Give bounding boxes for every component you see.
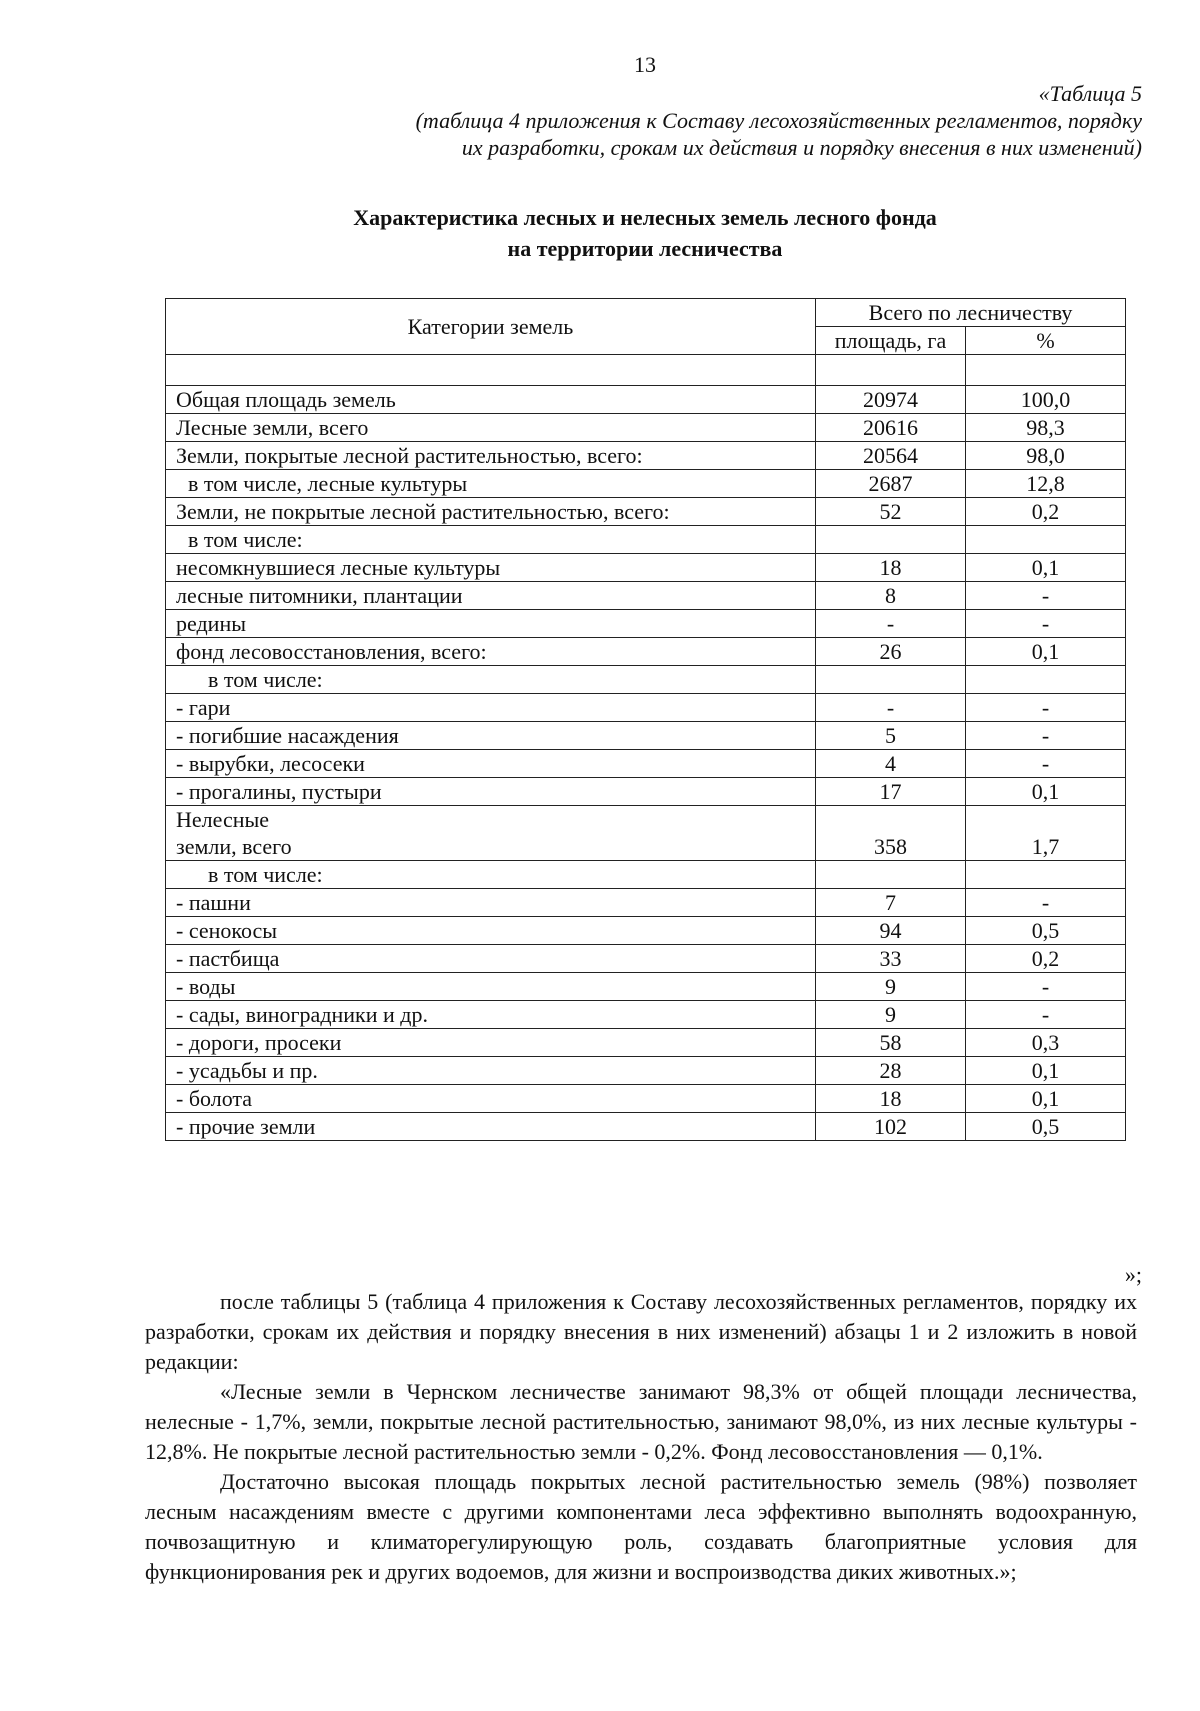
- row-label: лесные питомники, плантации: [166, 582, 816, 610]
- row-area: 17: [816, 778, 966, 806]
- row-percent: 0,1: [966, 1085, 1126, 1113]
- caption-line-1: «Таблица 5: [1038, 81, 1142, 106]
- row-label: Лесные земли, всего: [166, 414, 816, 442]
- row-area: 26: [816, 638, 966, 666]
- row-label: фонд лесовосстановления, всего:: [166, 638, 816, 666]
- table-row: [166, 610, 1126, 638]
- row-label: - усадьбы и пр.: [166, 1057, 816, 1085]
- table-row: [166, 861, 1126, 889]
- paragraph-1: после таблицы 5 (таблица 4 приложения к Составу лесохозяйственных регламентов, порядку их разработки, срокам их действия и порядку внесения в них изменений) абзацы 1 и 2 изложить в новой редакции:: [145, 1289, 1137, 1374]
- row-area: 2687: [816, 470, 966, 498]
- row-area: 102: [816, 1113, 966, 1141]
- row-label: в том числе:: [166, 666, 816, 694]
- row-area: 9: [816, 973, 966, 1001]
- table-row: [166, 945, 1126, 973]
- row-label: - болота: [166, 1085, 816, 1113]
- table-row: [166, 917, 1126, 945]
- row-label: - погибшие насаждения: [166, 722, 816, 750]
- title-line-2: на территории лесничества: [507, 236, 783, 261]
- row-area: -: [816, 694, 966, 722]
- row-label: Общая площадь земель: [166, 386, 816, 414]
- row-label: - сады, виноградники и др.: [166, 1001, 816, 1029]
- row-area: 33: [816, 945, 966, 973]
- row-percent: 0,2: [966, 945, 1126, 973]
- row-area: 7: [816, 889, 966, 917]
- table-row: [166, 582, 1126, 610]
- row-area: 18: [816, 554, 966, 582]
- table-row: [166, 1029, 1126, 1057]
- land-categories-table: [165, 298, 1126, 1141]
- caption-line-2: (таблица 4 приложения к Составу лесохозяйственных регламентов, порядку: [415, 108, 1142, 133]
- table-row: [166, 442, 1126, 470]
- table-row: [166, 1113, 1126, 1141]
- table-row: [166, 414, 1126, 442]
- row-area: 358: [816, 806, 966, 861]
- row-percent: -: [966, 582, 1126, 610]
- header-category: Категории земель: [166, 299, 816, 355]
- table-row: [166, 694, 1126, 722]
- table-row: [166, 1057, 1126, 1085]
- row-area: 28: [816, 1057, 966, 1085]
- row-percent: -: [966, 973, 1126, 1001]
- table-row: [166, 386, 1126, 414]
- header-percent: %: [966, 327, 1126, 355]
- row-label: - пашни: [166, 889, 816, 917]
- row-area: 4: [816, 750, 966, 778]
- row-label: - сенокосы: [166, 917, 816, 945]
- row-percent: 0,5: [966, 1113, 1126, 1141]
- paragraph-2: «Лесные земли в Чернском лесничестве занимают 98,3% от общей площади лесничества, нелесные - 1,7%, земли, покрытые лесной растительностью, занимают 98,0%, из них лесные культуры - 12,8%. Не покрытые лесной растительностью земли - 0,2%. Фонд лесовосстановления — 0,1%.: [145, 1379, 1137, 1464]
- table-row: [166, 554, 1126, 582]
- row-percent: 0,5: [966, 917, 1126, 945]
- row-area: 52: [816, 498, 966, 526]
- table-body: [166, 355, 1126, 1141]
- page-number: 13: [634, 52, 656, 77]
- table-row: [166, 1001, 1126, 1029]
- row-area: 20564: [816, 442, 966, 470]
- row-percent: 0,1: [966, 1057, 1126, 1085]
- row-label: несомкнувшиеся лесные культуры: [166, 554, 816, 582]
- table-row: [166, 498, 1126, 526]
- row-label: в том числе:: [166, 526, 816, 554]
- row-label: редины: [166, 610, 816, 638]
- row-percent: 0,2: [966, 498, 1126, 526]
- row-percent: 0,1: [966, 554, 1126, 582]
- row-area: [816, 526, 966, 554]
- row-percent: 0,1: [966, 778, 1126, 806]
- table-row: [166, 806, 1126, 861]
- row-area: 20974: [816, 386, 966, 414]
- row-percent: -: [966, 610, 1126, 638]
- row-percent: -: [966, 694, 1126, 722]
- table-row: [166, 750, 1126, 778]
- title-line-1: Характеристика лесных и нелесных земель лесного фонда: [353, 205, 937, 230]
- table-row: [166, 666, 1126, 694]
- row-percent: 12,8: [966, 470, 1126, 498]
- table-row: [166, 526, 1126, 554]
- paragraph-3: Достаточно высокая площадь покрытых лесной растительностью земель (98%) позволяет лесным насаждениям вместе с другими компонентами леса эффективно выполнять водоохранную, почвозащитную и климаторегулирующую роль, создавать благоприятные условия для функционирования рек и других водоемов, для жизни и воспроизводства диких животных.»;: [145, 1469, 1137, 1584]
- row-percent: [966, 526, 1126, 554]
- row-area: 9: [816, 1001, 966, 1029]
- row-label: Земли, не покрытые лесной растительностью, всего:: [166, 498, 816, 526]
- table-row: [166, 889, 1126, 917]
- table-caption: [242, 80, 1142, 161]
- body-text: [145, 1287, 1137, 1587]
- table-row: [166, 722, 1126, 750]
- table-row: [166, 1085, 1126, 1113]
- row-percent: -: [966, 889, 1126, 917]
- row-label: Земли, покрытые лесной растительностью, всего:: [166, 442, 816, 470]
- row-percent: 0,1: [966, 638, 1126, 666]
- table-row: [166, 973, 1126, 1001]
- row-percent: 100,0: [966, 386, 1126, 414]
- row-area: 18: [816, 1085, 966, 1113]
- row-percent: 1,7: [966, 806, 1126, 861]
- row-label: - прочие земли: [166, 1113, 816, 1141]
- row-area: -: [816, 610, 966, 638]
- row-area: 5: [816, 722, 966, 750]
- row-percent: -: [966, 1001, 1126, 1029]
- row-label: Нелесные земли, всего: [166, 806, 816, 861]
- row-percent: 98,3: [966, 414, 1126, 442]
- closing-quote: »;: [1124, 1262, 1142, 1287]
- row-label: - прогалины, пустыри: [166, 778, 816, 806]
- row-label: в том числе, лесные культуры: [166, 470, 816, 498]
- caption-line-3: их разработки, срокам их действия и порядку внесения в них изменений): [461, 135, 1142, 160]
- header-total: Всего по лесничеству: [816, 299, 1126, 327]
- table-row: [166, 778, 1126, 806]
- row-percent: [966, 861, 1126, 889]
- row-percent: 0,3: [966, 1029, 1126, 1057]
- row-percent: 98,0: [966, 442, 1126, 470]
- table-row: [166, 638, 1126, 666]
- row-percent: [966, 666, 1126, 694]
- row-area: 8: [816, 582, 966, 610]
- row-label: - гари: [166, 694, 816, 722]
- table-spacer-row: [166, 355, 1126, 386]
- row-area: [816, 861, 966, 889]
- row-label: в том числе:: [166, 861, 816, 889]
- row-label: - воды: [166, 973, 816, 1001]
- row-percent: -: [966, 722, 1126, 750]
- header-area: площадь, га: [816, 327, 966, 355]
- row-label: - дороги, просеки: [166, 1029, 816, 1057]
- row-area: 58: [816, 1029, 966, 1057]
- table-row: [166, 470, 1126, 498]
- row-area: 94: [816, 917, 966, 945]
- row-area: [816, 666, 966, 694]
- document-title: [200, 202, 1090, 264]
- row-area: 20616: [816, 414, 966, 442]
- row-label: - вырубки, лесосеки: [166, 750, 816, 778]
- row-label: - пастбища: [166, 945, 816, 973]
- row-percent: -: [966, 750, 1126, 778]
